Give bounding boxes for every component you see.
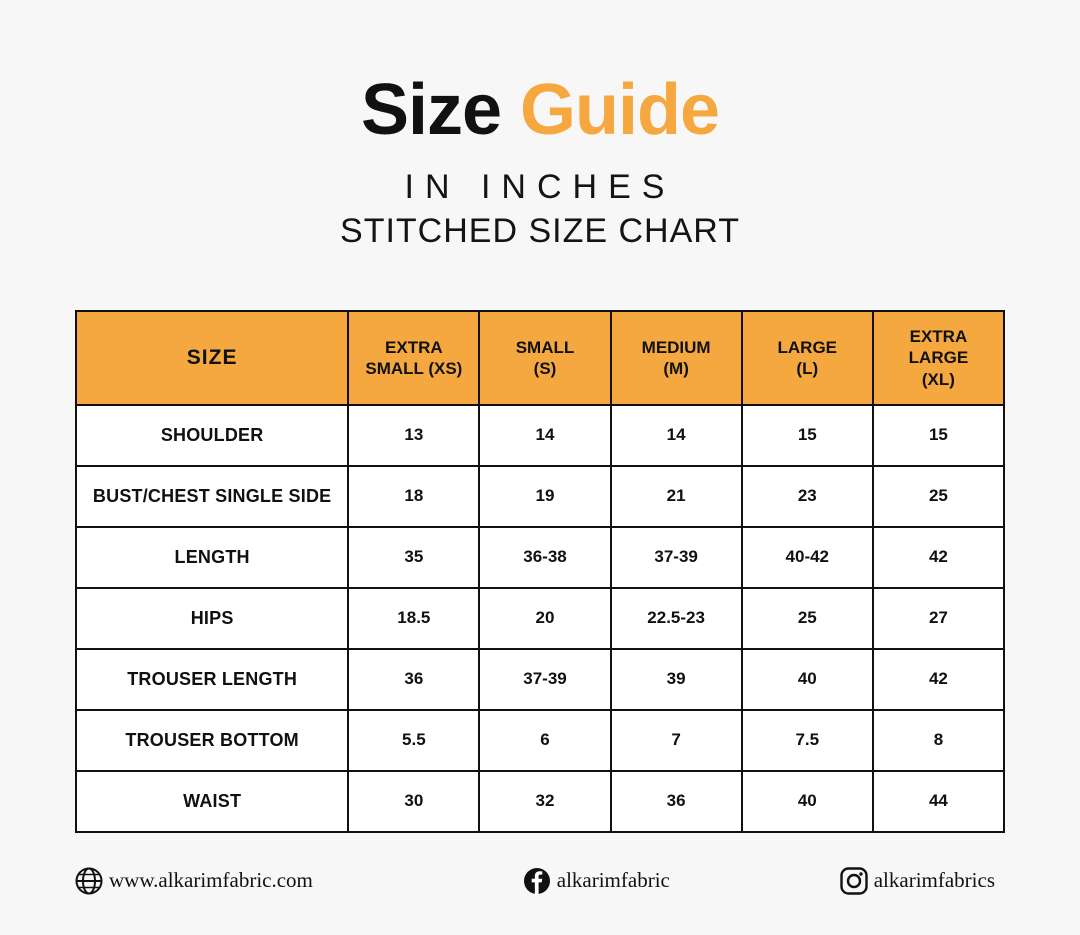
table-row [76, 710, 1004, 771]
footer-website-text: www.alkarimfabric.com [109, 868, 313, 893]
instagram-icon [840, 867, 868, 895]
subtitle-units: IN INCHES [404, 168, 676, 206]
cell-trouser-length-m: 39 [611, 649, 742, 710]
cell-waist-l: 40 [742, 771, 873, 832]
footer-instagram-text: alkarimfabrics [873, 868, 995, 893]
cell-bust-s: 19 [479, 466, 610, 527]
row-label-waist: WAIST [76, 771, 348, 832]
column-header-l-line2: (L) [796, 358, 819, 378]
column-header-m-line1: MEDIUM [641, 337, 711, 357]
facebook-icon [523, 867, 551, 895]
cell-trouser-bottom-l: 7.5 [742, 710, 873, 771]
column-header-xs-line1: EXTRA [385, 337, 443, 357]
column-header-s-line2: (S) [533, 358, 557, 378]
title-part-guide: Guide [520, 70, 720, 150]
row-label-trouser-length: TROUSER LENGTH [76, 649, 348, 710]
column-header-m-line2: (M) [663, 358, 689, 378]
column-header-l [742, 311, 873, 405]
row-label-trouser-bottom: TROUSER BOTTOM [76, 710, 348, 771]
footer-website[interactable] [75, 867, 313, 895]
cell-length-s: 36-38 [479, 527, 610, 588]
cell-shoulder-s: 14 [479, 405, 610, 466]
cell-shoulder-xl: 15 [873, 405, 1004, 466]
cell-trouser-length-xs: 36 [348, 649, 479, 710]
cell-hips-l: 25 [742, 588, 873, 649]
row-label-shoulder: SHOULDER [76, 405, 348, 466]
footer [75, 867, 1005, 895]
cell-bust-m: 21 [611, 466, 742, 527]
table-header-row [76, 311, 1004, 405]
title-part-size: Size [360, 70, 521, 150]
cell-hips-xl: 27 [873, 588, 1004, 649]
cell-length-l: 40-42 [742, 527, 873, 588]
cell-trouser-bottom-m: 7 [611, 710, 742, 771]
size-chart-table [75, 310, 1005, 833]
row-label-hips: HIPS [76, 588, 348, 649]
footer-facebook-text: alkarimfabric [556, 868, 670, 893]
cell-length-xl: 42 [873, 527, 1004, 588]
cell-trouser-length-xl: 42 [873, 649, 1004, 710]
cell-waist-xl: 44 [873, 771, 1004, 832]
page-title [340, 70, 740, 150]
cell-trouser-bottom-xl: 8 [873, 710, 1004, 771]
footer-facebook[interactable] [523, 867, 670, 895]
row-label-length: LENGTH [76, 527, 348, 588]
cell-length-xs: 35 [348, 527, 479, 588]
table-row [76, 405, 1004, 466]
globe-icon [75, 867, 103, 895]
cell-hips-s: 20 [479, 588, 610, 649]
cell-trouser-bottom-s: 6 [479, 710, 610, 771]
cell-bust-xs: 18 [348, 466, 479, 527]
cell-shoulder-xs: 13 [348, 405, 479, 466]
column-header-xl [873, 311, 1004, 405]
table-row [76, 771, 1004, 832]
table-row [76, 588, 1004, 649]
column-header-xs-line2: SMALL (XS) [365, 358, 463, 378]
cell-shoulder-m: 14 [611, 405, 742, 466]
column-header-size: SIZE [76, 311, 348, 405]
cell-waist-m: 36 [611, 771, 742, 832]
cell-trouser-length-l: 40 [742, 649, 873, 710]
footer-instagram[interactable] [840, 867, 995, 895]
column-header-l-line1: LARGE [777, 337, 838, 357]
cell-bust-xl: 25 [873, 466, 1004, 527]
subtitle-chart-type: STITCHED SIZE CHART [340, 212, 740, 250]
column-header-xs [348, 311, 479, 405]
cell-hips-m: 22.5-23 [611, 588, 742, 649]
column-header-s-line1: SMALL [515, 337, 575, 357]
header-block [340, 70, 740, 250]
table-body [76, 405, 1004, 832]
cell-waist-s: 32 [479, 771, 610, 832]
column-header-m [611, 311, 742, 405]
table-row [76, 466, 1004, 527]
cell-shoulder-l: 15 [742, 405, 873, 466]
table-row [76, 527, 1004, 588]
cell-waist-xs: 30 [348, 771, 479, 832]
column-header-xl-line1: EXTRA LARGE [908, 327, 969, 368]
cell-trouser-length-s: 37-39 [479, 649, 610, 710]
column-header-s [479, 311, 610, 405]
column-header-xl-line2: (XL) [921, 369, 955, 389]
cell-trouser-bottom-xs: 5.5 [348, 710, 479, 771]
table-header [76, 311, 1004, 405]
cell-bust-l: 23 [742, 466, 873, 527]
cell-hips-xs: 18.5 [348, 588, 479, 649]
table-row [76, 649, 1004, 710]
row-label-bust-chest: BUST/CHEST SINGLE SIDE [76, 466, 348, 527]
cell-length-m: 37-39 [611, 527, 742, 588]
